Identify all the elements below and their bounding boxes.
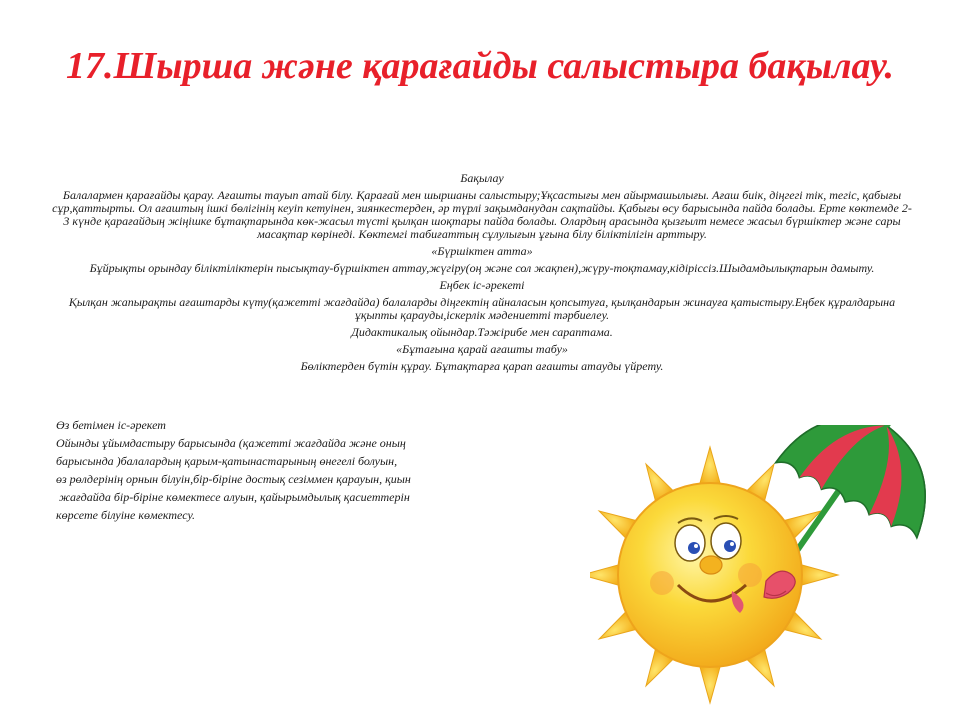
section-heading-observation: Бақылау bbox=[460, 171, 504, 185]
independent-activity-heading: Өз бетімен іс-әрекет bbox=[56, 418, 166, 432]
independent-activity-line: өз рөлдерінің орнын білуін,бір-біріне достық сезіммен қарауын, қиын bbox=[56, 472, 411, 486]
game-description-branch: Бөліктерден бүтін құрау. Бұтақтарға қарап ағашты атауды үйрету. bbox=[300, 359, 664, 373]
sun-with-umbrella-illustration bbox=[590, 425, 940, 720]
section-heading-labor: Еңбек іс-әрекеті bbox=[439, 278, 525, 292]
independent-activity-line: жағдайда бір-біріне көмектесе алуын, қайырымдылық қасиеттерін bbox=[56, 490, 410, 504]
game-description-buds: Бұйрықты орындау біліктіліктерін пысықтау-бүршіктен аттау,жүгіру(оң және сол жақпен),жүру-тоқтамау,кідіріссіз.Шыдамдылықтарын дамыту. bbox=[89, 261, 875, 275]
sun-nose bbox=[700, 556, 722, 574]
didactic-games-heading: Дидактикалық ойындар.Тәжірибе мен сараптама. bbox=[351, 325, 613, 339]
slide-title: 17.Шырша және қарағайды салыстыра бақылау. bbox=[65, 45, 895, 87]
independent-activity-line: көрсете білуіне көмектесу. bbox=[56, 508, 196, 522]
labor-paragraph: Қылқан жапырақты ағаштарды күту(қажетті жағдайда) балаларды діңгектің айналасын қопсытуға, қылқандарын жинауға қатыстыру.Еңбек құралдарына ұқыпты қарауды,іскерлік мәдениетті тәрбиелеу. bbox=[68, 295, 896, 322]
independent-activity-block bbox=[56, 416, 516, 524]
game-title-buds: «Бүршіктен атта» bbox=[431, 244, 533, 258]
independent-activity-line: Ойынды ұйымдастыру барысында (қажетті жағдайда және оның bbox=[56, 436, 406, 450]
observation-text-block bbox=[52, 172, 912, 377]
game-title-branch: «Бұтағына қарай ағашты табу» bbox=[396, 342, 568, 356]
independent-activity-line: барысында )балалардың қарым-қатынастарының өнегелі болуын, bbox=[56, 454, 398, 468]
observation-paragraph: Балалармен қарағайды қарау. Ағашты тауып атай білу. Қарағай мен шыршаны салыстыру;Ұқсастығы мен айырмашылығы. Ағаш биік, діңгегі тік, тегіс, қабығы сұр,қаттырты. Ол ағаштың ішкі бөлігінің кеуіп кетуінен, зиянкестерден, әр түрлі зақымданудан сақтайды. Қабығы өсу барысында пайда болады. Ерте көктемде 2-3 күнде қарағайдың жіңішке бұтақтарында көк-жасыл түсті қылқан шоқтары пайда болады. Олардың арасында қызғылт немесе жасыл бүршіктер және сары масақтар көрінеді. Көктемгі табиғаттың сұлулығын ұғына білу біліктілігін арттыру. bbox=[52, 188, 912, 241]
